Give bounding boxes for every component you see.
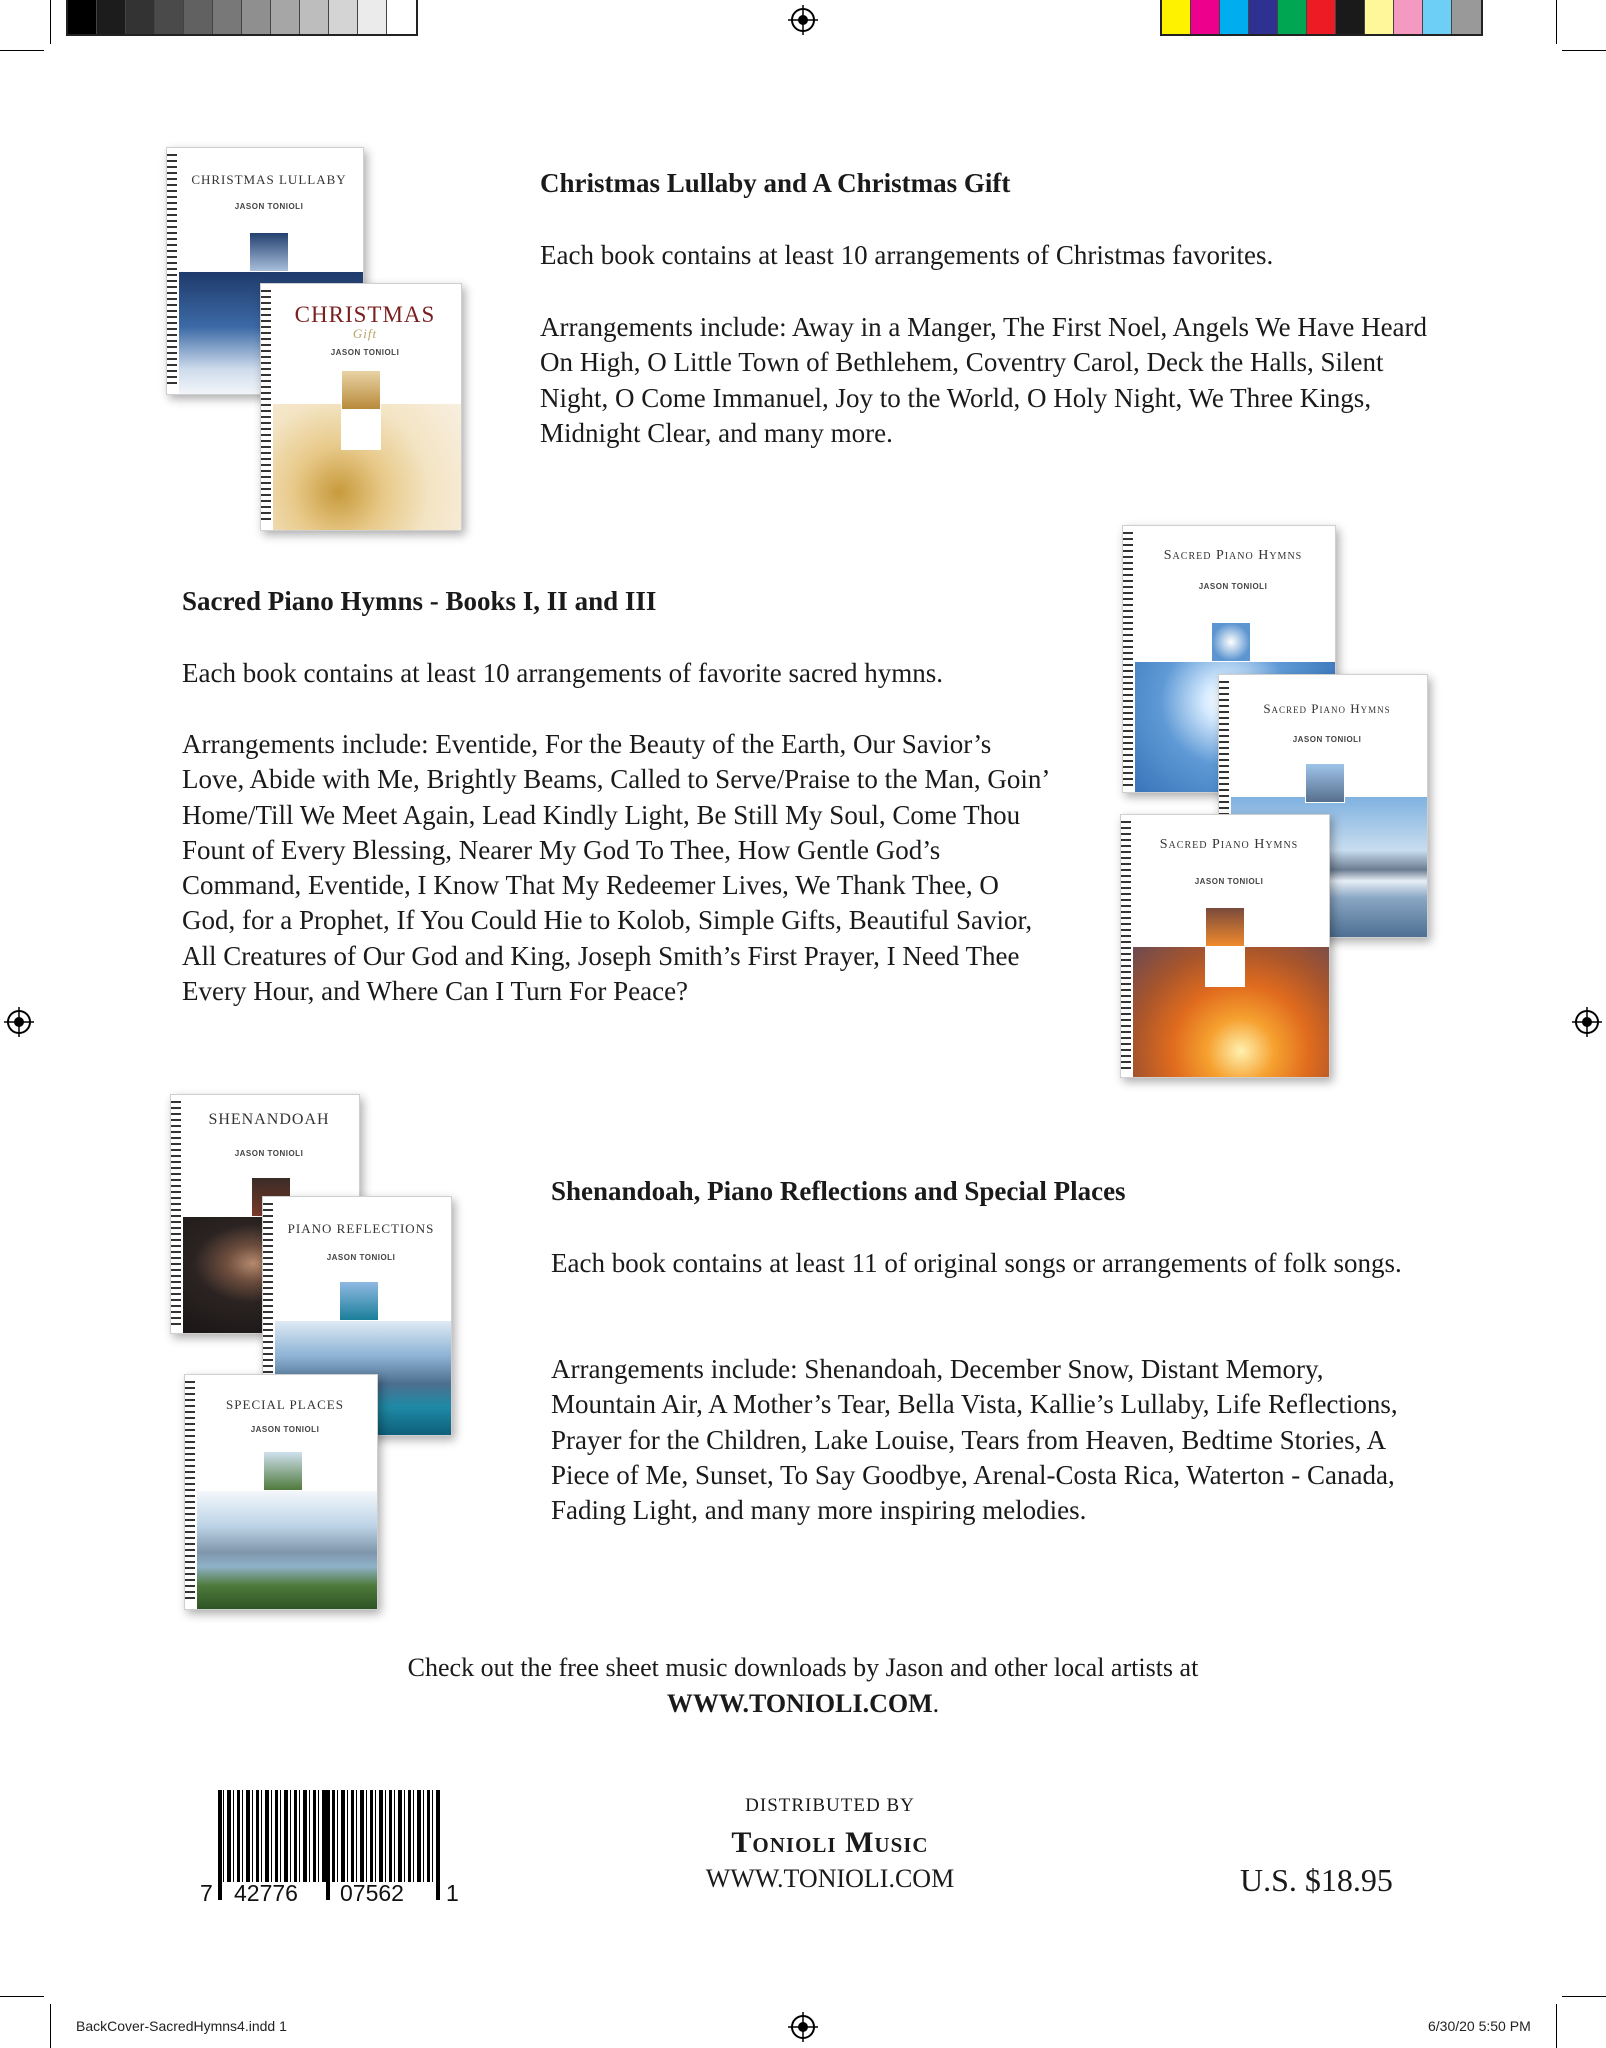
color-swatch [1220, 0, 1249, 34]
cover-thumbnail [339, 1281, 379, 1321]
book-cover-christmas-gift [260, 283, 462, 531]
color-swatch [1365, 0, 1394, 34]
cover-blank-square [341, 410, 381, 450]
book-author: JASON TONIOLI [1194, 877, 1264, 886]
crop-mark [0, 50, 44, 51]
spiral-binding [1121, 821, 1131, 1071]
book-author: JASON TONIOLI [250, 1425, 320, 1434]
gray-swatch [300, 0, 329, 34]
cover-thumbnail [249, 232, 289, 272]
gray-swatch [184, 0, 213, 34]
spiral-binding [261, 290, 271, 524]
cover-thumbnail [1205, 907, 1245, 947]
spiral-binding [171, 1101, 181, 1327]
book-author: JASON TONIOLI [234, 1149, 304, 1158]
book-author: JASON TONIOLI [234, 202, 304, 211]
book-author: JASON TONIOLI [1292, 735, 1362, 744]
barcode-digit: 7 [200, 1880, 213, 1906]
registration-mark-icon [1572, 1007, 1602, 1037]
book-cover-special-places [184, 1374, 378, 1610]
book-title: CHRISTMAS LULLABY [191, 172, 347, 187]
cover-thumbnail [341, 370, 381, 410]
section-arrangements-shenandoah: Arrangements include: Shenandoah, December Snow, Distant Memory, Mountain Air, A Mother’s Tear, Bella Vista, Kallie’s Lullaby, Life Reflections, Prayer for the Children, Lake Louise, Tears from Heaven, Bedtime Stories, A Piece of Me, Sunset, To Say Goodbye, Arenal-Costa Rica, Waterton - Canada, Fading Light, and many more inspiring melodies. [551, 1354, 1398, 1526]
crop-mark [1562, 1996, 1606, 1997]
spiral-binding [1123, 532, 1133, 786]
section-title-christmas: Christmas Lullaby and A Christmas Gift [540, 168, 1011, 198]
gray-swatch [68, 0, 97, 34]
book-title: CHRISTMAS [294, 302, 436, 327]
section-title-shenandoah: Shenandoah, Piano Reflections and Special Places [551, 1176, 1126, 1206]
book-cover-sacred-hymns-3 [1120, 814, 1330, 1078]
cover-thumbnail [263, 1451, 303, 1491]
barcode-digit: 07562 [340, 1880, 404, 1906]
book-title: Sacred Piano Hymns [1159, 837, 1299, 852]
valley-river-image [197, 1491, 377, 1609]
crop-mark [50, 0, 51, 44]
crop-mark [0, 1996, 44, 1997]
gray-swatch [155, 0, 184, 34]
barcode-digit: 1 [446, 1880, 459, 1906]
distributor-website[interactable]: WWW.TONIOLI.COM [705, 1864, 955, 1893]
crop-mark [1562, 50, 1606, 51]
gray-swatch [329, 0, 358, 34]
crop-mark [1556, 0, 1557, 44]
book-title: Sacred Piano Hymns [1263, 701, 1391, 716]
color-swatch [1336, 0, 1365, 34]
section-arrangements-hymns: Arrangements include: Eventide, For the Beauty of the Earth, Our Savior’s Love, Abide with Me, Brightly Beams, Called to Serve/Praise to the Man, Goin’ Home/Till We Meet Again, Lead Kindly Light, Be Still My Soul, Come Thou Fount of Every Blessing, Nearer My God To Thee, How Gentle God’s Command, Eventide, I Know That My Redeemer Lives, We Thank Thee, O God, for a Prophet, If You Could Hie to Kolob, Simple Gifts, Beautiful Savior, All Creatures of Our God and King, Joseph Smith’s First Prayer, I Need Thee Every Hour, and Where Can I Turn For Peace? [182, 729, 1049, 1007]
color-swatch [1162, 0, 1191, 34]
cta-period: . [932, 1689, 940, 1718]
gray-swatch [242, 0, 271, 34]
spiral-binding [185, 1381, 195, 1603]
color-swatch [1452, 0, 1481, 34]
registration-mark-icon [788, 2012, 818, 2042]
book-title: Sacred Piano Hymns [1163, 548, 1303, 563]
color-swatch [1191, 0, 1220, 34]
color-swatch [1423, 0, 1452, 34]
color-swatch [1394, 0, 1423, 34]
section-intro-shenandoah: Each book contains at least 11 of original songs or arrangements of folk songs. [551, 1248, 1402, 1278]
section-arrangements-christmas: Arrangements include: Away in a Manger, The First Noel, Angels We Have Heard On High, O Little Town of Bethlehem, Coventry Carol, Deck the Halls, Silent Night, O Come Immanuel, Joy to the World, O Holy Night, We Three Kings, Midnight Clear, and many more. [540, 312, 1428, 448]
cta-website-link[interactable]: WWW.TONIOLI.COM [666, 1689, 933, 1718]
crop-mark [50, 2004, 51, 2048]
cta-text: Check out the free sheet music downloads by Jason and other local artists at [407, 1653, 1199, 1682]
price-label: U.S. $18.95 [1240, 1862, 1393, 1898]
color-swatch [1307, 0, 1336, 34]
print-timestamp: 6/30/20 5:50 PM [1428, 2018, 1531, 2034]
gray-swatch [126, 0, 155, 34]
gray-swatch [97, 0, 126, 34]
book-author: JASON TONIOLI [326, 1253, 396, 1262]
book-title: SPECIAL PLACES [226, 1397, 344, 1412]
book-title: PIANO REFLECTIONS [287, 1221, 435, 1236]
gray-swatch [271, 0, 300, 34]
color-swatch [1278, 0, 1307, 34]
section-intro-christmas: Each book contains at least 10 arrangements of Christmas favorites. [540, 240, 1274, 270]
file-slug: BackCover-SacredHymns4.indd 1 [76, 2018, 287, 2034]
book-script-title: Gift [352, 326, 378, 341]
gray-swatch [387, 0, 416, 34]
registration-mark-icon [4, 1007, 34, 1037]
gray-swatch [358, 0, 387, 34]
book-author: JASON TONIOLI [330, 348, 400, 357]
cover-thumbnail [1305, 763, 1345, 803]
cover-blank-square [1205, 947, 1245, 987]
registration-mark-icon [788, 5, 818, 35]
section-intro-hymns: Each book contains at least 10 arrangements of favorite sacred hymns. [182, 658, 943, 688]
spiral-binding [167, 154, 177, 388]
distributor-name: Tonioli Music [731, 1826, 929, 1859]
barcode-digit: 42776 [234, 1880, 298, 1906]
book-author: JASON TONIOLI [1198, 582, 1268, 591]
process-color-bar [1160, 0, 1483, 36]
book-title: SHENANDOAH [208, 1111, 330, 1128]
color-swatch [1249, 0, 1278, 34]
gray-swatch [213, 0, 242, 34]
cover-thumbnail [1211, 622, 1251, 662]
free-downloads-callout [0, 1650, 1606, 1722]
distributed-by-label: DISTRIBUTED BY [745, 1795, 915, 1816]
crop-mark [1556, 2004, 1557, 2048]
grayscale-color-bar [66, 0, 418, 36]
section-title-hymns: Sacred Piano Hymns - Books I, II and III [182, 586, 657, 616]
